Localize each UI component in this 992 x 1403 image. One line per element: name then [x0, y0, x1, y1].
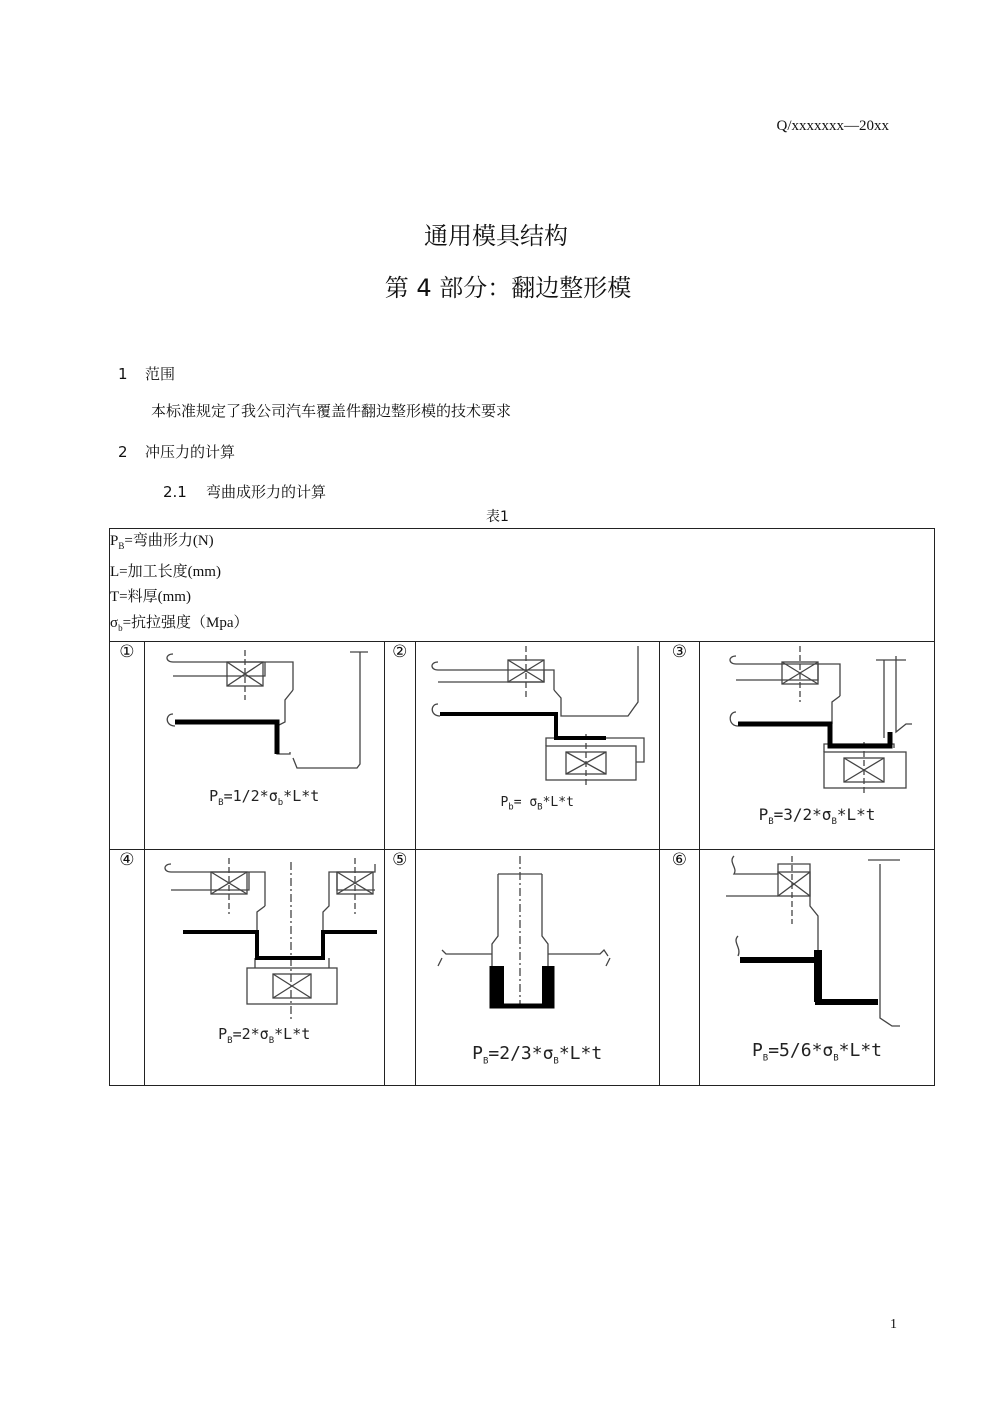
case-figure-1	[144, 642, 384, 850]
definition-t: T=料厚(mm)	[110, 589, 191, 605]
definitions-cell	[110, 529, 935, 642]
formula-6: $P_B=5/6*\sigma_B*L*t$	[751, 1040, 883, 1064]
case-number-1: ①	[110, 642, 145, 850]
subsection-title: 弯曲成形力的计算	[206, 483, 327, 501]
formula-4: $P_B=2*\sigma_B*L*t$	[218, 1025, 311, 1046]
formula-3: $P_B=3/2*\sigma_B*L*t$	[758, 805, 876, 828]
section-1-text: 本标准规定了我公司汽车覆盖件翻边整形模的技术要求	[151, 402, 512, 420]
case-figure-4	[144, 850, 384, 1086]
bending-force-table	[109, 528, 935, 1086]
section-1-heading	[118, 363, 175, 384]
die-diagram-4	[145, 850, 384, 1085]
section-number: 1	[118, 365, 128, 383]
document-code: Q/xxxxxxx—20xx	[776, 118, 889, 134]
definition-pb: $P_B=$弯曲形力(N)	[110, 533, 214, 551]
case-number-3: ③	[659, 642, 699, 850]
section-title: 冲压力的计算	[145, 443, 236, 461]
case-number-6: ⑥	[659, 850, 699, 1086]
formula-2: $P_b= \sigma_B*L*t$	[500, 795, 574, 813]
die-diagram-1	[145, 642, 384, 849]
case-figure-3	[699, 642, 934, 850]
subsection-number: 2.1	[163, 483, 187, 501]
definition-l: L=加工长度(mm)	[110, 563, 221, 580]
case-number-4: ④	[110, 850, 145, 1086]
document-title: 通用模具结构	[424, 222, 568, 250]
case-figure-6	[699, 850, 934, 1086]
formula-5: $P_B=2/3*\sigma_B*L*t$	[472, 1043, 603, 1067]
table-caption: 表1	[486, 509, 509, 525]
case-number-2: ②	[384, 642, 415, 850]
section-2-heading	[118, 441, 235, 462]
document-subtitle: 第 4 部分：翻边整形模	[384, 274, 632, 302]
section-number: 2	[118, 443, 128, 461]
definition-sigma: $\sigma_b=$抗拉强度（Mpa）	[110, 614, 249, 633]
section-title: 范围	[145, 365, 176, 383]
page-number: 1	[890, 1317, 897, 1332]
formula-1: $P_B=1/2*\sigma_b*L*t$	[209, 787, 320, 808]
die-diagram-2	[416, 642, 659, 849]
case-figure-2	[415, 642, 659, 850]
subsection-2-1-heading	[163, 481, 326, 502]
case-number-5: ⑤	[384, 850, 415, 1086]
case-figure-5	[415, 850, 659, 1086]
